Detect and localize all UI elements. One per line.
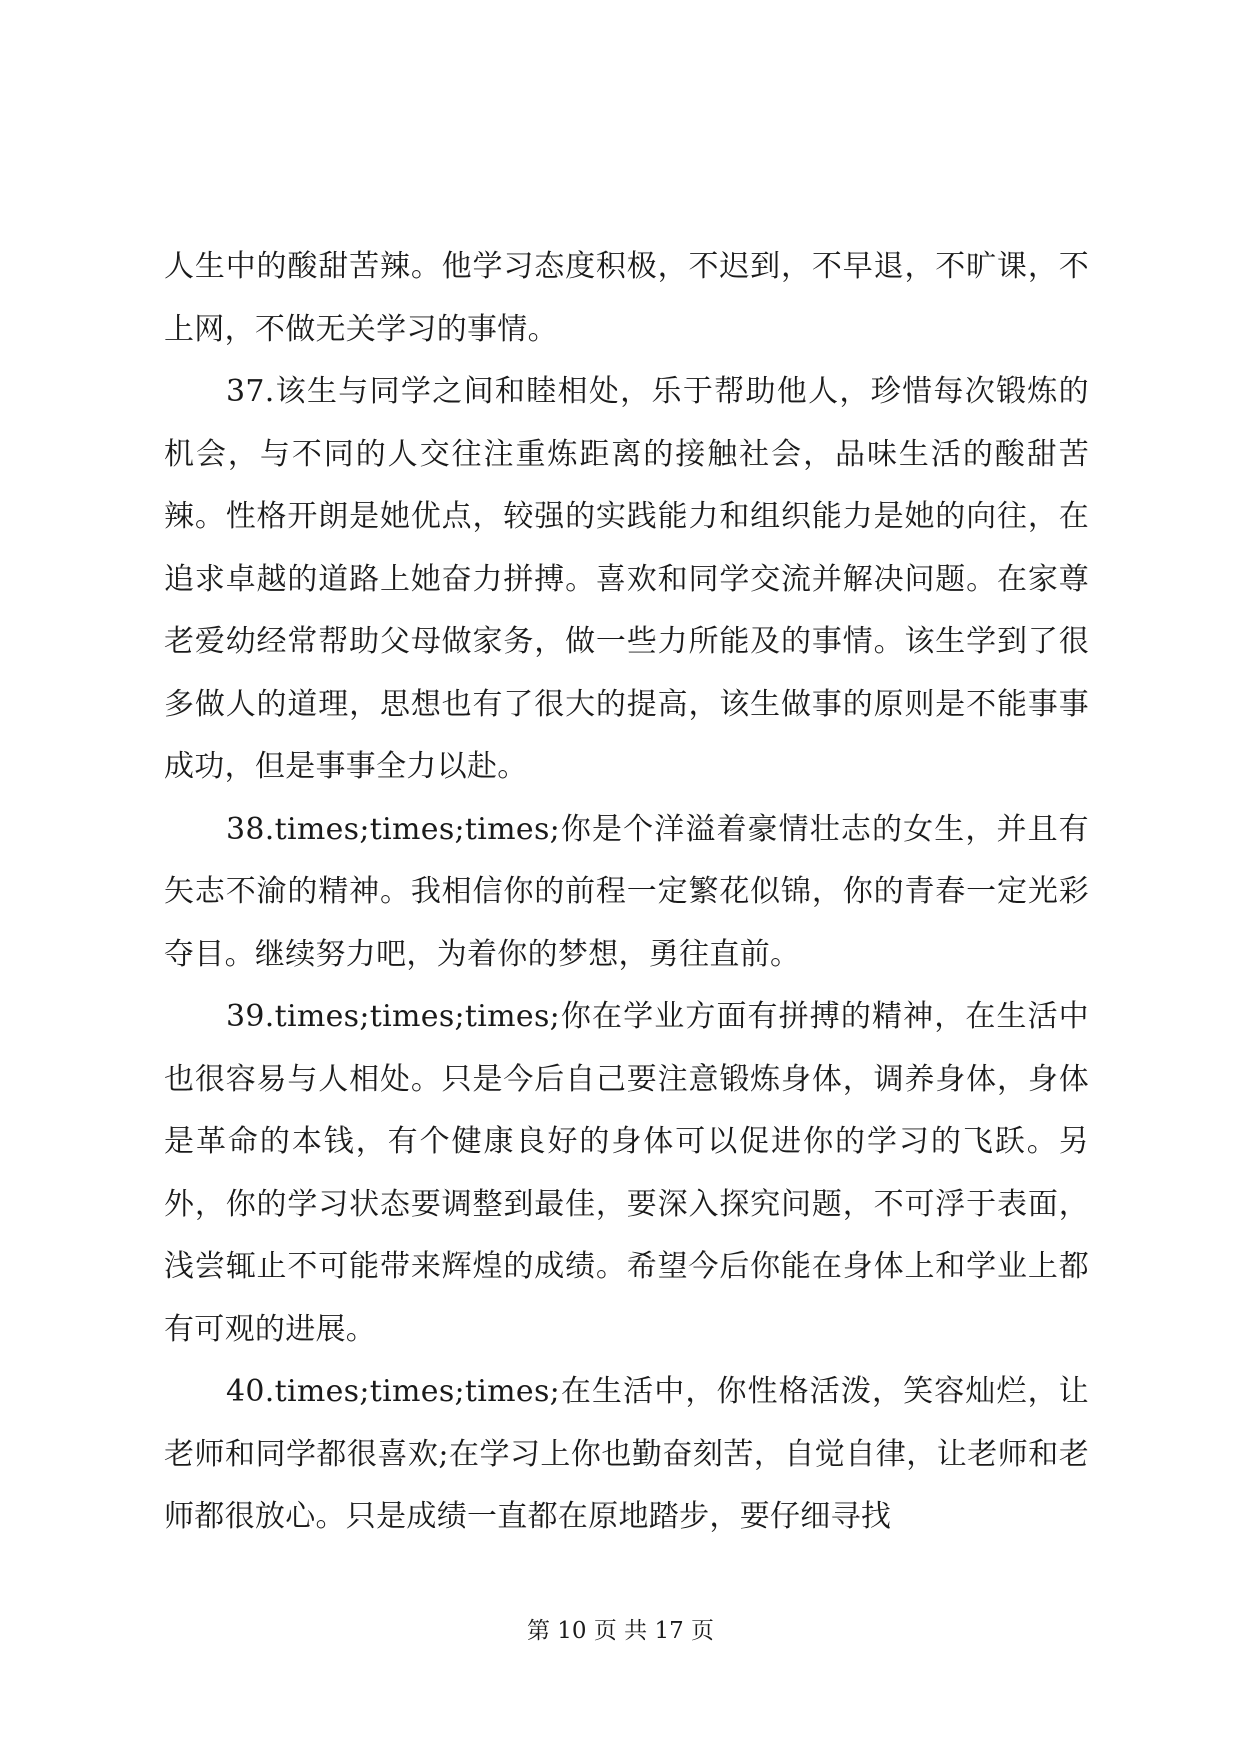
paragraph-40: 40.times;times;times;在生活中，你性格活泼，笑容灿烂，让老师和同学都很喜欢;在学习上你也勤奋刻苦，自觉自律，让老师和老师都很放心。只是成绩一直都在原地踏步，要仔细寻找: [164, 1374, 1089, 1534]
paragraph-38: 38.times;times;times;你是个洋溢着豪情壮志的女生，并且有矢志不渝的精神。我相信你的前程一定繁花似锦，你的青春一定光彩夺目。继续努力吧，为着你的梦想，勇往直前。: [164, 811, 1089, 972]
paragraph-39: 39.times;times;times;你在学业方面有拼搏的精神，在生活中也很容易与人相处。只是今后自己要注意锻炼身体，调养身体，身体是革命的本钱，有个健康良好的身体可以促进你的学习的飞跃。另外，你的学习状态要调整到最佳，要深入探究问题，不可浮于表面，浅尝辄止不可能带来辉煌的成绩。希望今后你能在身体上和学业上都有可观的进展。: [164, 999, 1089, 1347]
paragraph-continuation: 人生中的酸甜苦辣。他学习态度积极，不迟到，不早退，不旷课，不上网，不做无关学习的事情。: [164, 249, 1089, 347]
page-number-footer: 第 10 页 共 17 页: [526, 1618, 715, 1644]
body-text: [164, 236, 1089, 1549]
paragraph-37: 37.该生与同学之间和睦相处，乐于帮助他人，珍惜每次锻炼的机会，与不同的人交往注重炼距离的接触社会，品味生活的酸甜苦辣。性格开朗是她优点，较强的实践能力和组织能力是她的向往，在追求卓越的道路上她奋力拼搏。喜欢和同学交流并解决问题。在家尊老爱幼经常帮助父母做家务，做一些力所能及的事情。该生学到了很多做人的道理，思想也有了很大的提高，该生做事的原则是不能事事成功，但是事事全力以赴。: [164, 374, 1089, 784]
